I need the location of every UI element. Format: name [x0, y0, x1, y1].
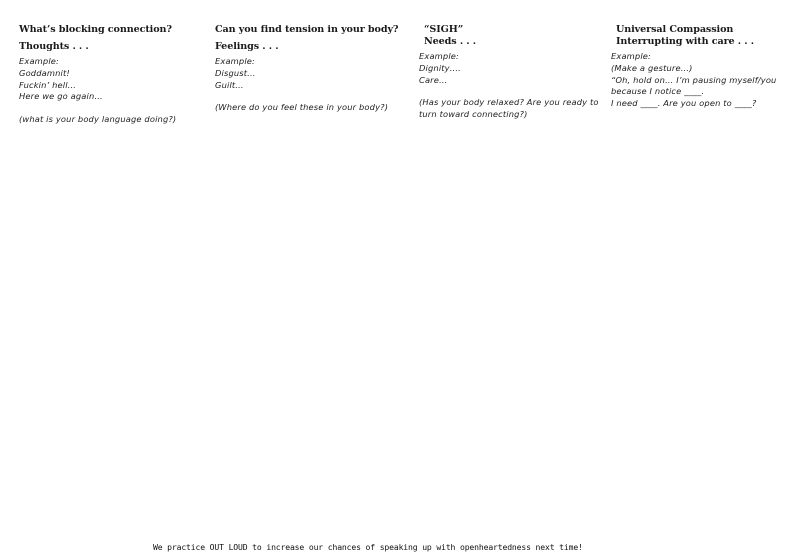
column-heading: What’s blocking connection? [19, 24, 172, 35]
column-body [215, 56, 415, 114]
example-label: Example: [611, 51, 651, 61]
example-line: Guilt… [215, 79, 244, 90]
column-subheading: Feelings . . . [215, 41, 279, 52]
example-line: Care… [419, 74, 448, 85]
column-heading: Universal Compassion [616, 24, 734, 35]
column-feelings [215, 24, 415, 114]
column-subheading: Interrupting with care . . . [616, 36, 754, 47]
example-line: Dignity…. [419, 62, 461, 73]
spacer [419, 86, 609, 97]
example-line: Disgust… [215, 67, 256, 78]
spacer [215, 91, 415, 102]
column-subheading: Needs . . . [424, 36, 477, 47]
example-line: Fuckin’ hell… [19, 79, 77, 90]
column-body [19, 56, 209, 126]
spacer [19, 103, 209, 114]
column-interrupting [611, 24, 796, 110]
prompt-note: (Where do you feel these in your body?) [215, 102, 389, 113]
column-thoughts [19, 24, 209, 126]
column-subheading: Thoughts . . . [19, 41, 89, 52]
column-heading: “SIGH” [424, 24, 464, 35]
example-line: (Make a gesture…) [611, 62, 693, 73]
example-line: Here we go again… [19, 91, 103, 102]
example-line: Goddamnit! [19, 67, 70, 78]
example-line: I need ____. Are you open to ____? [611, 98, 757, 109]
column-heading: Can you find tension in your body? [215, 24, 399, 35]
example-label: Example: [215, 56, 255, 66]
example-line: “Oh, hold on… I’m pausing myself/you because I notice ____. [611, 74, 777, 97]
example-label: Example: [19, 56, 59, 66]
prompt-note: (Has your body relaxed? Are you ready to turn toward connecting?) [419, 97, 599, 120]
footer-message: We practice OUT LOUD to increase our chances of speaking up with openheartedness next time! [153, 542, 583, 552]
column-body [419, 51, 609, 121]
column-needs [419, 24, 609, 121]
prompt-note: (what is your body language doing?) [19, 114, 177, 125]
column-body [611, 51, 796, 110]
example-label: Example: [419, 51, 459, 61]
